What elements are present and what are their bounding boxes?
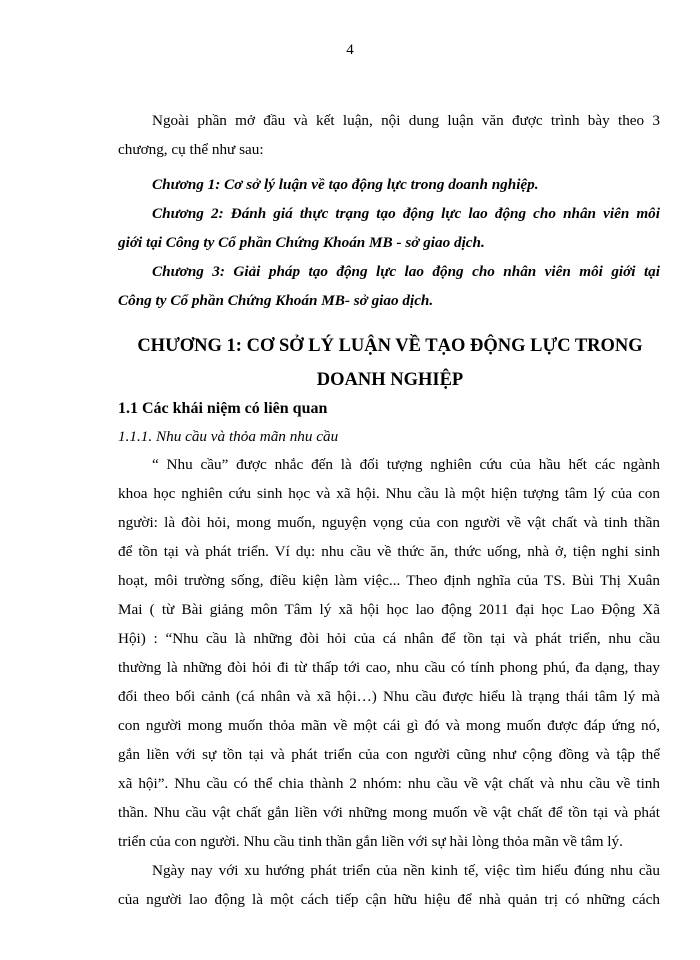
paragraph-line: hoạt, môi trường sống, điều kiện làm việc... Theo định nghĩa của TS. Bùi Thị Xuân <box>118 572 660 589</box>
chapter-list-item-3-line-1: Chương 3: Giải pháp tạo động lực lao động cho nhân viên môi giới tại <box>152 263 660 280</box>
intro-line-2: chương, cụ thể như sau: <box>118 141 264 158</box>
paragraph-line: thường là những đòi hỏi đi từ thấp tới cao, nhu cầu có tính phong phú, đa dạng, thay <box>118 659 660 676</box>
chapter-list-item-2-line-2: giới tại Công ty Cổ phần Chứng Khoán MB - sở giao dịch. <box>118 234 485 251</box>
paragraph-line: Mai ( từ Bài giảng môn Tâm lý xã hội học lao động 2011 đại học Lao Động Xã <box>118 601 660 618</box>
chapter-list-item-1: Chương 1: Cơ sở lý luận về tạo động lực trong doanh nghiệp. <box>152 176 539 193</box>
chapter-heading-line-2: DOANH NGHIỆP <box>316 370 464 390</box>
subsection-heading-text: 1.1.1. Nhu cầu và thỏa mãn nhu cầu <box>118 428 339 445</box>
chapter-heading <box>100 329 680 397</box>
chapter-list-item-3-line-2: Công ty Cổ phần Chứng Khoán MB- sở giao dịch. <box>118 292 434 309</box>
intro-line-1: Ngoài phần mở đầu và kết luận, nội dung luận văn được trình bày theo 3 <box>152 112 660 129</box>
paragraph-line: khoa học nghiên cứu sinh học và xã hội. Nhu cầu là một hiện tượng tâm lý của con <box>118 485 660 502</box>
section-heading-text: 1.1 Các khái niệm có liên quan <box>118 400 328 417</box>
paragraph-line: người: là đòi hỏi, mong muốn, nguyện vọng của con người về vật chất và tinh thần <box>118 514 660 531</box>
paragraph-line: triển của con người. Nhu cầu tinh thần gắn liền với sự hài lòng thỏa mãn về tâm lý. <box>118 833 623 850</box>
page-number: 4 <box>346 42 354 58</box>
intro-paragraph <box>118 106 660 164</box>
subsection-heading <box>118 422 660 451</box>
paragraph-line: đổi theo bối cảnh (cá nhân và xã hội…) Nhu cầu được hiểu là trạng thái tâm lý mà <box>118 688 660 705</box>
paragraph-1 <box>118 450 660 856</box>
paragraph-line: xã hội”. Nhu cầu có thể chia thành 2 nhóm: nhu cầu về vật chất và nhu cầu về tinh <box>118 775 660 792</box>
paragraph-line: thần. Nhu cầu vật chất gắn liền với những mong muốn về vật chất để tồn tại và phát <box>118 804 660 821</box>
paragraph-2 <box>118 856 660 914</box>
paragraph-line: con người mong muốn thỏa mãn về một cái gì đó và mong muốn được đáp ứng nó, <box>118 717 660 734</box>
chapter-list <box>118 170 660 315</box>
paragraph-line: “ Nhu cầu” được nhắc đến là đối tượng nghiên cứu của hầu hết các ngành <box>152 456 660 473</box>
paragraph-line: Hội) : “Nhu cầu là những đòi hỏi của cá nhân để tồn tại và phát triển, nhu cầu <box>118 630 660 647</box>
chapter-list-item-2-line-1: Chương 2: Đánh giá thực trạng tạo động lực lao động cho nhân viên môi <box>152 205 660 222</box>
paragraph-line: để tồn tại và phát triển. Ví dụ: nhu cầu về thức ăn, thức uống, nhà ở, tiện nghi sinh <box>118 543 660 560</box>
section-heading <box>118 394 660 423</box>
chapter-heading-line-1: CHƯƠNG 1: CƠ SỞ LÝ LUẬN VỀ TẠO ĐỘNG LỰC TRONG <box>137 336 643 356</box>
paragraph-line: của người lao động là một cách tiếp cận hữu hiệu để nhà quản trị có những cách <box>118 891 660 908</box>
paragraph-line: Ngày nay với xu hướng phát triển của nền kinh tế, việc tìm hiểu đúng nhu cầu <box>152 862 660 879</box>
paragraph-line: gắn liền với sự tồn tại và phát triển của con người cũng như cộng đồng và tập thể <box>118 746 660 763</box>
